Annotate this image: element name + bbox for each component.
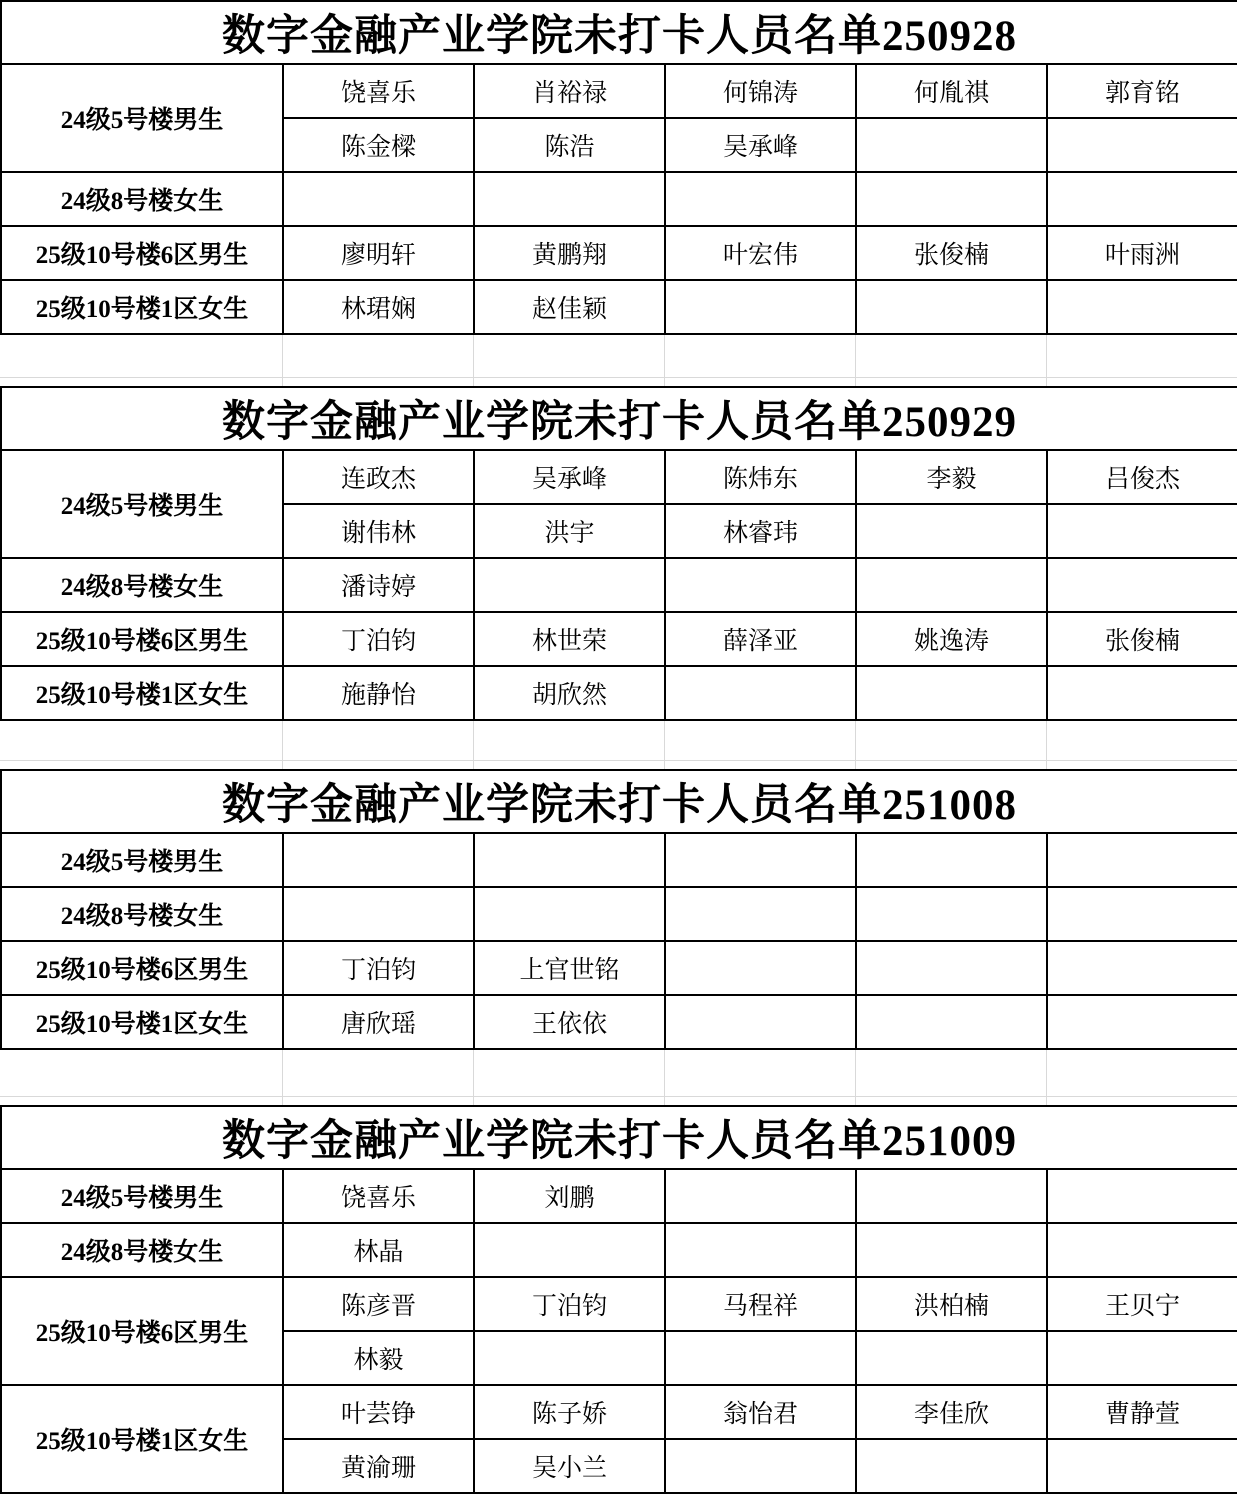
student-name-cell: 翁怡君 (665, 1385, 856, 1439)
student-name-cell: 丁泊钧 (283, 941, 474, 995)
empty-cell (856, 118, 1047, 172)
student-name-cell: 饶喜乐 (283, 1169, 474, 1223)
empty-cell (665, 995, 856, 1049)
empty-cell (856, 1439, 1047, 1493)
faint-grid-vline (1046, 721, 1047, 769)
empty-cell (474, 172, 665, 226)
empty-cell (856, 1331, 1047, 1385)
student-name-cell: 何胤祺 (856, 64, 1047, 118)
empty-cell (856, 504, 1047, 558)
student-name-cell: 肖裕禄 (474, 64, 665, 118)
empty-cell (665, 887, 856, 941)
empty-cell (1047, 558, 1237, 612)
table-row (1, 941, 1237, 995)
student-name-cell: 曹静萱 (1047, 1385, 1237, 1439)
sheet-gap-gridlines (0, 335, 1237, 386)
student-name-cell: 郭育铭 (1047, 64, 1237, 118)
empty-cell (665, 833, 856, 887)
empty-cell (474, 833, 665, 887)
dorm-group-label: 25级10号楼6区男生 (1, 941, 283, 995)
dorm-group-label: 24级8号楼女生 (1, 558, 283, 612)
table-row (1, 1223, 1237, 1277)
empty-cell (1047, 833, 1237, 887)
table-row (1, 1277, 1237, 1331)
empty-cell (665, 941, 856, 995)
table-row (1, 1385, 1237, 1439)
dorm-group-label: 25级10号楼6区男生 (1, 226, 283, 280)
dorm-group-label: 24级5号楼男生 (1, 64, 283, 172)
dorm-group-label: 24级8号楼女生 (1, 172, 283, 226)
faint-grid-vline (664, 335, 665, 386)
table-row (1, 558, 1237, 612)
faint-grid-vline (855, 335, 856, 386)
dorm-group-label: 25级10号楼1区女生 (1, 1385, 283, 1493)
empty-cell (474, 887, 665, 941)
student-name-cell: 叶雨洲 (1047, 226, 1237, 280)
student-name-cell: 丁泊钧 (283, 612, 474, 666)
student-name-cell: 陈子娇 (474, 1385, 665, 1439)
student-name-cell: 洪柏楠 (856, 1277, 1047, 1331)
student-name-cell: 叶芸铮 (283, 1385, 474, 1439)
empty-cell (665, 280, 856, 334)
faint-grid-hline (0, 760, 1237, 761)
empty-cell (856, 280, 1047, 334)
table-row (1, 833, 1237, 887)
empty-cell (283, 887, 474, 941)
dorm-group-label: 24级8号楼女生 (1, 887, 283, 941)
empty-cell (1047, 666, 1237, 720)
empty-cell (665, 666, 856, 720)
student-name-cell: 唐欣瑶 (283, 995, 474, 1049)
student-name-cell: 吴承峰 (474, 450, 665, 504)
empty-cell (1047, 118, 1237, 172)
dorm-group-label: 25级10号楼6区男生 (1, 612, 283, 666)
student-name-cell: 姚逸涛 (856, 612, 1047, 666)
empty-cell (1047, 280, 1237, 334)
table-row (1, 887, 1237, 941)
empty-cell (665, 1439, 856, 1493)
faint-grid-vline (473, 335, 474, 386)
student-name-cell: 吴小兰 (474, 1439, 665, 1493)
student-name-cell: 丁泊钧 (474, 1277, 665, 1331)
sheet-gap-gridlines (0, 1050, 1237, 1105)
student-name-cell: 陈浩 (474, 118, 665, 172)
student-name-cell: 叶宏伟 (665, 226, 856, 280)
student-name-cell: 林晶 (283, 1223, 474, 1277)
student-name-cell: 林毅 (283, 1331, 474, 1385)
faint-grid-vline (282, 335, 283, 386)
student-name-cell: 陈炜东 (665, 450, 856, 504)
table-row (1, 666, 1237, 720)
student-name-cell: 黄鹏翔 (474, 226, 665, 280)
dorm-group-label: 25级10号楼1区女生 (1, 280, 283, 334)
empty-cell (474, 1223, 665, 1277)
empty-cell (856, 887, 1047, 941)
student-name-cell: 何锦涛 (665, 64, 856, 118)
empty-cell (1047, 887, 1237, 941)
student-name-cell: 王依依 (474, 995, 665, 1049)
empty-cell (474, 558, 665, 612)
empty-cell (1047, 1169, 1237, 1223)
table-title: 数字金融产业学院未打卡人员名单251009 (1, 1106, 1237, 1169)
table-title: 数字金融产业学院未打卡人员名单250929 (1, 387, 1237, 450)
empty-cell (856, 941, 1047, 995)
empty-cell (1047, 941, 1237, 995)
dorm-group-label: 25级10号楼1区女生 (1, 995, 283, 1049)
table-title: 数字金融产业学院未打卡人员名单251008 (1, 770, 1237, 833)
student-name-cell: 李毅 (856, 450, 1047, 504)
faint-grid-vline (664, 721, 665, 769)
student-name-cell: 陈金樑 (283, 118, 474, 172)
empty-cell (665, 1331, 856, 1385)
sheet-gap-gridlines (0, 721, 1237, 769)
student-name-cell: 李佳欣 (856, 1385, 1047, 1439)
table-row (1, 612, 1237, 666)
student-name-cell: 施静怡 (283, 666, 474, 720)
empty-cell (1047, 1439, 1237, 1493)
faint-grid-vline (855, 721, 856, 769)
empty-cell (474, 1331, 665, 1385)
empty-cell (1047, 995, 1237, 1049)
faint-grid-hline (0, 1096, 1237, 1097)
empty-cell (665, 1223, 856, 1277)
empty-cell (665, 558, 856, 612)
empty-cell (665, 172, 856, 226)
attendance-table (0, 0, 1237, 335)
student-name-cell: 上官世铭 (474, 941, 665, 995)
dorm-group-label: 24级5号楼男生 (1, 1169, 283, 1223)
student-name-cell: 林睿玮 (665, 504, 856, 558)
empty-cell (856, 995, 1047, 1049)
student-name-cell: 洪宇 (474, 504, 665, 558)
student-name-cell: 谢伟林 (283, 504, 474, 558)
student-name-cell: 张俊楠 (1047, 612, 1237, 666)
student-name-cell: 饶喜乐 (283, 64, 474, 118)
empty-cell (1047, 1331, 1237, 1385)
student-name-cell: 林世荣 (474, 612, 665, 666)
student-name-cell: 潘诗婷 (283, 558, 474, 612)
empty-cell (856, 666, 1047, 720)
faint-grid-hline (0, 377, 1237, 378)
table-row (1, 280, 1237, 334)
table-title: 数字金融产业学院未打卡人员名单250928 (1, 1, 1237, 64)
table-row (1, 172, 1237, 226)
attendance-table (0, 1105, 1237, 1494)
empty-cell (283, 172, 474, 226)
dorm-group-label: 24级5号楼男生 (1, 833, 283, 887)
student-name-cell: 吴承峰 (665, 118, 856, 172)
empty-cell (665, 1169, 856, 1223)
empty-cell (856, 1223, 1047, 1277)
student-name-cell: 陈彦晋 (283, 1277, 474, 1331)
student-name-cell: 马程祥 (665, 1277, 856, 1331)
dorm-group-label: 24级5号楼男生 (1, 450, 283, 558)
faint-grid-vline (282, 721, 283, 769)
attendance-table (0, 386, 1237, 721)
table-row (1, 450, 1237, 504)
dorm-group-label: 25级10号楼1区女生 (1, 666, 283, 720)
empty-cell (1047, 1223, 1237, 1277)
empty-cell (856, 1169, 1047, 1223)
empty-cell (856, 558, 1047, 612)
table-row (1, 995, 1237, 1049)
student-name-cell: 刘鹏 (474, 1169, 665, 1223)
empty-cell (1047, 504, 1237, 558)
table-row (1, 226, 1237, 280)
empty-cell (856, 833, 1047, 887)
table-row (1, 64, 1237, 118)
student-name-cell: 黄渝珊 (283, 1439, 474, 1493)
dorm-group-label: 25级10号楼6区男生 (1, 1277, 283, 1385)
student-name-cell: 张俊楠 (856, 226, 1047, 280)
student-name-cell: 连政杰 (283, 450, 474, 504)
student-name-cell: 薛泽亚 (665, 612, 856, 666)
student-name-cell: 吕俊杰 (1047, 450, 1237, 504)
dorm-group-label: 24级8号楼女生 (1, 1223, 283, 1277)
student-name-cell: 赵佳颖 (474, 280, 665, 334)
faint-grid-vline (1046, 335, 1047, 386)
empty-cell (283, 833, 474, 887)
student-name-cell: 王贝宁 (1047, 1277, 1237, 1331)
student-name-cell: 胡欣然 (474, 666, 665, 720)
student-name-cell: 林珺娴 (283, 280, 474, 334)
empty-cell (856, 172, 1047, 226)
student-name-cell: 廖明轩 (283, 226, 474, 280)
attendance-table (0, 769, 1237, 1050)
empty-cell (1047, 172, 1237, 226)
faint-grid-vline (473, 721, 474, 769)
table-row (1, 1169, 1237, 1223)
